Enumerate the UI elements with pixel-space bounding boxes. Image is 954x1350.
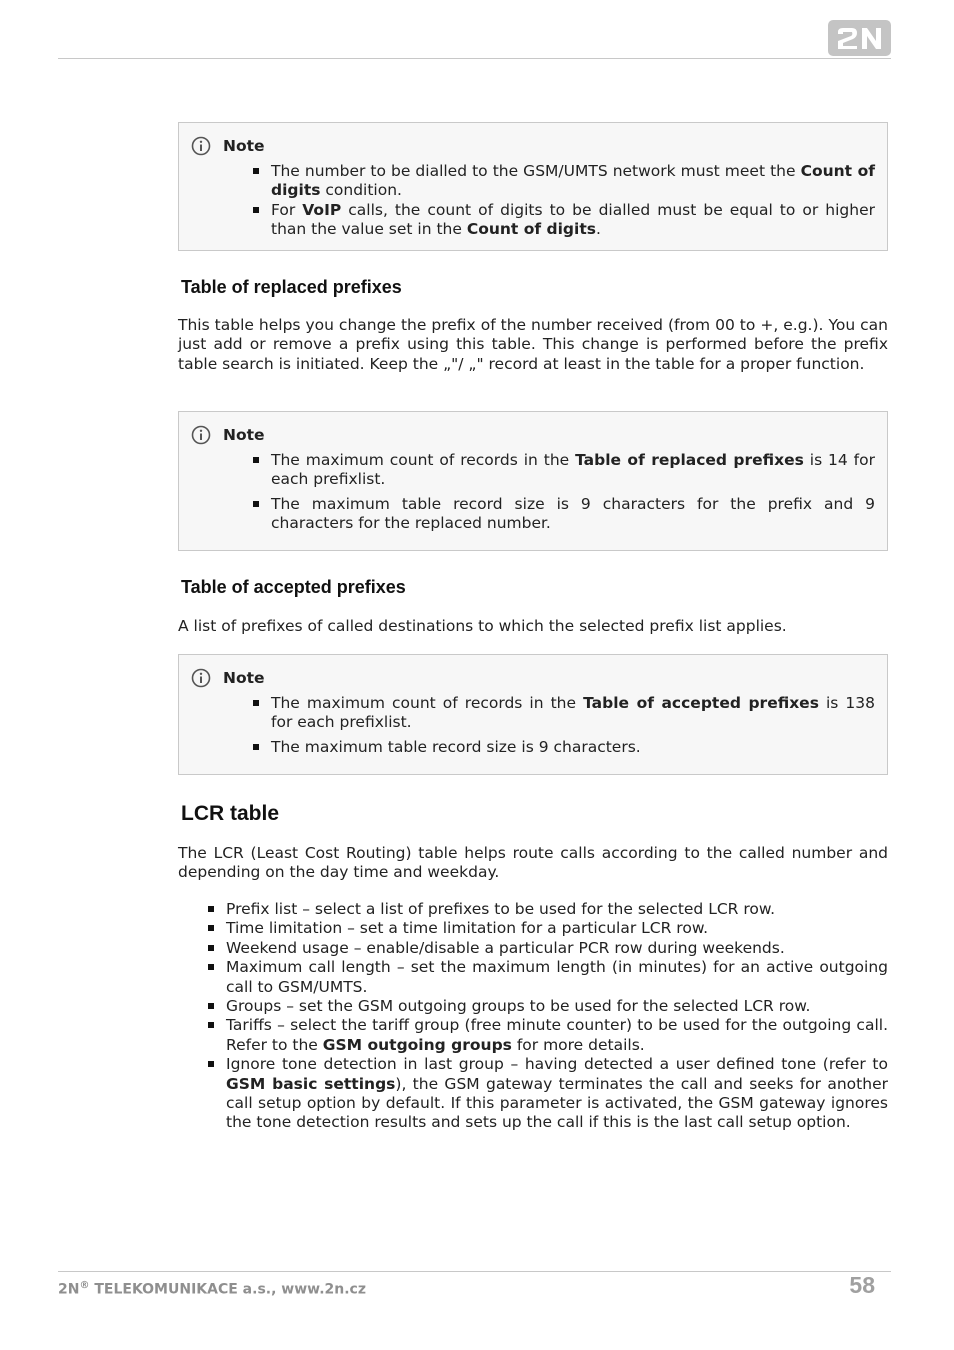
footer-company-prefix: 2N (58, 1281, 80, 1298)
note-box-replaced-prefixes (178, 411, 888, 551)
note-list (251, 694, 875, 757)
note-item (251, 495, 875, 534)
note-header (191, 425, 265, 445)
note-item (251, 162, 875, 201)
note-list (251, 162, 875, 240)
note-item (251, 738, 875, 757)
text-run: Ignore tone detection in last group – having detected a user defined tone (refer to (226, 1055, 888, 1074)
bold-term: Count of digits (271, 162, 875, 200)
note-title: Note (223, 669, 265, 687)
footer-company (58, 1280, 366, 1298)
info-icon (191, 136, 211, 156)
note-list (251, 451, 875, 534)
note-box-count-of-digits (178, 122, 888, 251)
info-icon (191, 425, 211, 445)
text-run: The maximum table record size is 9 characters for the prefix and 9 characters for the replaced number. (271, 494, 875, 533)
info-icon (191, 668, 211, 688)
note-item (251, 201, 875, 240)
text-run: The maximum table record size is 9 characters. (271, 737, 641, 756)
registered-mark: ® (79, 1280, 90, 1291)
text-run: For (271, 200, 303, 219)
text-run: ), the GSM gateway terminates the call and seeks for another call setup option by default. If this parameter is activated, the GSM gateway ignores the tone detection results and sets up the call if this is the last call setup option. (226, 1074, 888, 1132)
text-run: Groups – set the GSM outgoing groups to be used for the selected LCR row. (226, 997, 811, 1016)
section-heading-replaced-prefixes: Table of replaced prefixes (181, 277, 402, 297)
text-run: Maximum call length – set the maximum length (in minutes) for an active outgoing call to GSM/UMTS. (226, 958, 888, 996)
lcr-option-item (206, 1055, 888, 1133)
bold-term: Count of digits (466, 220, 596, 239)
text-run: for more details. (511, 1035, 645, 1054)
text-run: The maximum count of records in the (271, 694, 584, 712)
text-run: calls, the count of digits to be dialled must be equal to or higher than the value set in the (271, 200, 875, 239)
footer-rule (58, 1271, 891, 1272)
bold-term: Table of replaced prefixes (575, 451, 804, 469)
bold-term: VoIP (302, 200, 342, 219)
bold-term: GSM basic settings (226, 1074, 396, 1093)
section-heading-lcr-table: LCR table (181, 802, 280, 825)
note-header (191, 668, 265, 688)
text-run: condition. (320, 181, 402, 200)
lcr-option-list (206, 900, 888, 1133)
note-item (251, 451, 875, 490)
section-heading-accepted-prefixes: Table of accepted prefixes (181, 577, 406, 597)
lcr-table-description: The LCR (Least Cost Routing) table helps route calls according to the called number and depending on the day time and weekday. (178, 844, 888, 882)
text-run: . (595, 220, 601, 239)
note-box-accepted-prefixes (178, 654, 888, 775)
text-run: is 138 for each prefixlist. (271, 694, 875, 732)
text-run: Prefix list – select a list of prefixes to be used for the selected LCR row. (226, 900, 776, 918)
lcr-option-item (206, 958, 888, 997)
note-title: Note (223, 137, 265, 155)
text-run: The maximum count of records in the (271, 451, 576, 469)
page-number: 58 (849, 1272, 875, 1298)
bold-term: Table of accepted prefixes (583, 694, 819, 712)
text-run: Weekend usage – enable/disable a particular PCR row during weekends. (226, 938, 785, 957)
header-rule (58, 58, 891, 59)
bold-term: GSM outgoing groups (322, 1035, 512, 1054)
footer-company-rest: TELEKOMUNIKACE a.s., www.2n.cz (89, 1281, 366, 1298)
text-run: The number to be dialled to the GSM/UMTS network must meet the (271, 162, 801, 180)
text-run: Tariffs – select the tariff group (free minute counter) to be used for the outgoing call. Refer to the (226, 1016, 888, 1054)
note-header (191, 136, 265, 156)
lcr-option-item (206, 939, 888, 958)
accepted-prefixes-description: A list of prefixes of called destinations to which the selected prefix list applies. (178, 617, 787, 635)
lcr-option-item (206, 900, 888, 919)
note-title: Note (223, 426, 265, 444)
text-run: is 14 for each prefixlist. (271, 451, 875, 489)
lcr-option-item (206, 919, 888, 938)
lcr-option-item (206, 1016, 888, 1055)
note-item (251, 694, 875, 733)
replaced-prefixes-description: This table helps you change the prefix of the number received (from 00 to +, e.g.). You can just add or remove a prefix using this table. This change is performed before the prefix table search is initiated. Keep the „"/ „" record at least in the table for a proper function. (178, 316, 888, 373)
text-run: Time limitation – set a time limitation for a particular LCR row. (226, 919, 709, 938)
lcr-option-item (206, 997, 888, 1016)
2n-logo (828, 20, 891, 56)
